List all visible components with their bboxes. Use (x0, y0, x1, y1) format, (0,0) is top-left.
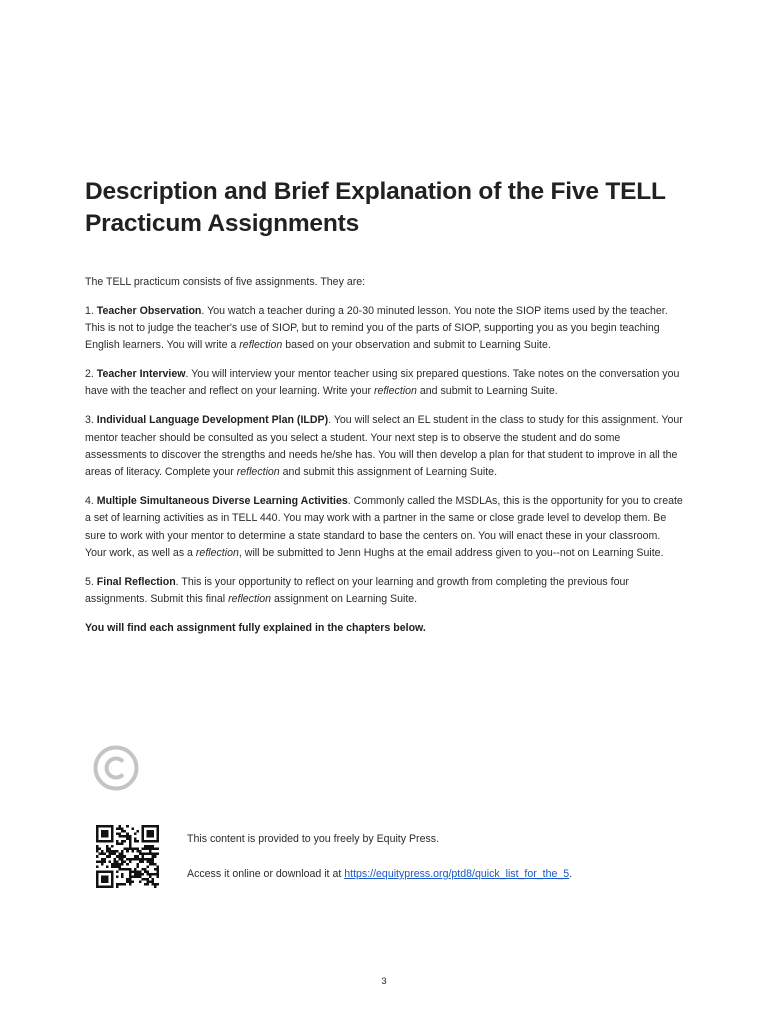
item-number: 2. (85, 368, 94, 381)
item-text-end: assignment on Learning Suite. (271, 592, 418, 605)
item-heading: Multiple Simultaneous Diverse Learning Activities (96, 494, 348, 507)
qr-code-icon (96, 825, 159, 888)
page-title: Description and Brief Explanation of the Five TELL Practicum Assignments (85, 178, 666, 237)
item-emphasis: reflection (239, 339, 283, 352)
item-emphasis: reflection (228, 592, 272, 605)
item-text-end: based on your observation and submit to Learning Suite. (282, 339, 551, 352)
item-text-end: and submit to Learning Suite. (416, 385, 558, 398)
item-text-end: , will be submitted to Jenn Hughs at the email address given to you--not on Learning Suite. (238, 546, 664, 559)
assignment-item (85, 366, 683, 401)
item-text: . You will select an EL student in the class to study for this assignment. Your mentor teacher should be consulted as you select a student. Your next step is to observe the student and do some assessments to discover the strengths and needs he/she has. You will then develop a plan for that student to improve in all the areas of literacy. Complete your (85, 414, 683, 479)
assignment-description (85, 274, 683, 649)
access-suffix: . (569, 868, 573, 880)
access-line (187, 866, 572, 882)
item-text-end: and submit this assignment of Learning Suite. (279, 466, 498, 479)
copyright-icon (93, 745, 139, 791)
assignment-item (85, 574, 683, 609)
item-number: 5. (85, 575, 94, 588)
item-emphasis: reflection (236, 466, 280, 479)
item-text: . This is your opportunity to reflect on your learning and growth from completing the previous four assignments. Submit this final (85, 575, 629, 605)
item-heading: Individual Language Development Plan (ILDP) (96, 414, 329, 427)
item-heading: Teacher Observation (96, 304, 202, 317)
assignment-item (85, 412, 683, 481)
item-number: 3. (85, 414, 94, 427)
access-prefix: Access it online or download it at (187, 868, 345, 880)
page-number: 3 (381, 976, 387, 987)
item-text: . You watch a teacher during a 20-30 minuted lesson. You note the SIOP items used by the teacher. This is not to judge the teacher's use of SIOP, but to remind you of the parts of SIOP, supporting you as you begin teaching English learners. You will write a (85, 304, 668, 352)
assignment-item (85, 493, 683, 562)
item-emphasis: reflection (195, 546, 239, 559)
item-number: 1. (85, 304, 94, 317)
item-emphasis: reflection (373, 385, 417, 398)
assignment-item (85, 303, 683, 355)
item-number: 4. (85, 494, 94, 507)
item-text: . Commonly called the MSDLAs, this is the opportunity for you to create a set of learning activities as in TELL 440. You may work with a partner in the same or close grade level to develop them. Be sure to work with your mentor to determine a state standard to base the centers on. You will enact these in your classroom. Your work, as well as a (85, 494, 683, 559)
item-heading: Teacher Interview (96, 368, 186, 381)
intro-paragraph: The TELL practicum consists of five assignments. They are: (85, 276, 366, 288)
item-heading: Final Reflection (96, 575, 176, 588)
equity-press-link[interactable]: https://equitypress.org/ptd8/quick_list_for_the_5 (344, 868, 570, 880)
provided-text: This content is provided to you freely by Equity Press. (187, 833, 440, 845)
closing-note: You will find each assignment fully explained in the chapters below. (85, 621, 426, 634)
item-text: . You will interview your mentor teacher using six prepared questions. Take notes on the conversation you have with the teacher and reflect on your learning. Write your (85, 368, 680, 398)
